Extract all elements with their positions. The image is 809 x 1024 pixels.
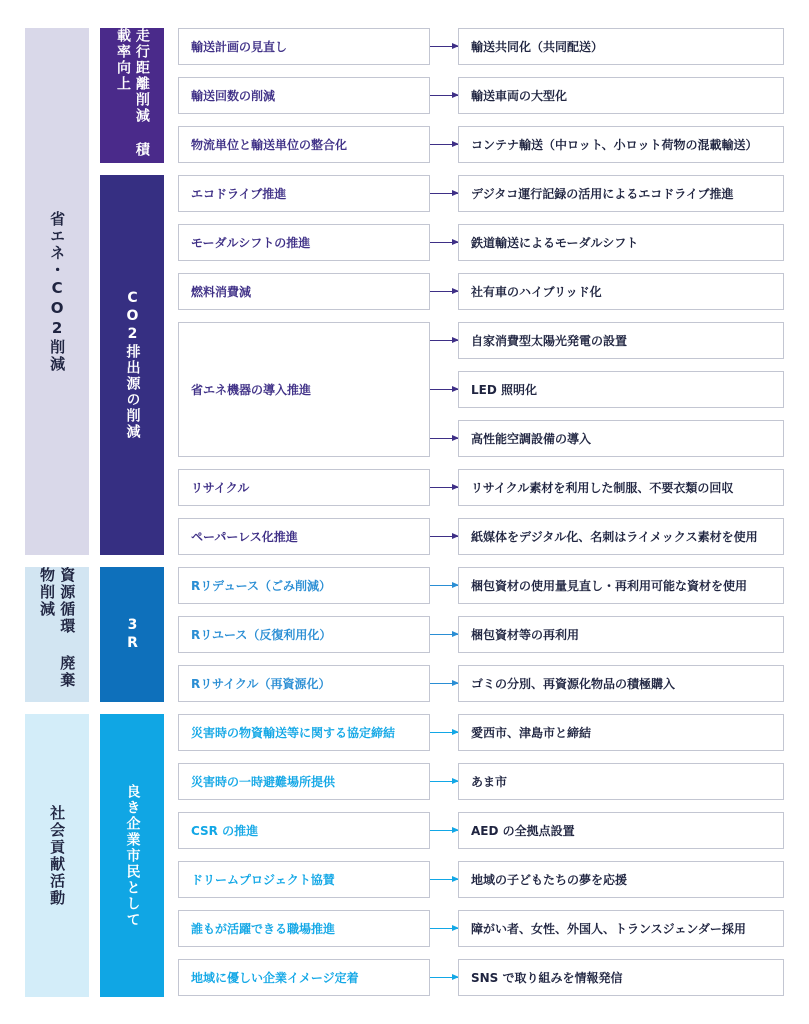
arrow-icon: [430, 928, 458, 929]
arrow-icon: [430, 634, 458, 635]
result-box: リサイクル素材を利用した制服、不要衣類の回収: [458, 469, 784, 506]
action-box: 地域に優しい企業イメージ定着: [178, 959, 430, 996]
action-box: Rリデュース（ごみ削減）: [178, 567, 430, 604]
action-box: ドリームプロジェクト協賛: [178, 861, 430, 898]
result-box: 梱包資材の使用量見直し・再利用可能な資材を使用: [458, 567, 784, 604]
result-box: AED の全拠点設置: [458, 812, 784, 849]
action-box: 輸送回数の削減: [178, 77, 430, 114]
action-box: モーダルシフトの推進: [178, 224, 430, 261]
result-box: 社有車のハイブリッド化: [458, 273, 784, 310]
action-box: Rリユース（反復利用化）: [178, 616, 430, 653]
action-box: ペーパーレス化推進: [178, 518, 430, 555]
subcategory-distance: 走行距離削減 積載率向上: [100, 28, 164, 163]
result-box: デジタコ運行記録の活用によるエコドライブ推進: [458, 175, 784, 212]
arrow-icon: [430, 46, 458, 47]
result-box: SNS で取り組みを情報発信: [458, 959, 784, 996]
result-box: コンテナ輸送（中ロット、小ロット荷物の混載輸送）: [458, 126, 784, 163]
action-box: Rリサイクル（再資源化）: [178, 665, 430, 702]
arrow-icon: [430, 977, 458, 978]
action-box: 誰もが活躍できる職場推進: [178, 910, 430, 947]
action-box: 輸送計画の見直し: [178, 28, 430, 65]
action-box: エコドライブ推進: [178, 175, 430, 212]
result-box: 輸送車両の大型化: [458, 77, 784, 114]
arrow-icon: [430, 242, 458, 243]
action-box: 燃料消費減: [178, 273, 430, 310]
arrow-icon: [430, 340, 458, 341]
arrow-icon: [430, 585, 458, 586]
arrow-icon: [430, 291, 458, 292]
result-box: 障がい者、女性、外国人、トランスジェンダー採用: [458, 910, 784, 947]
result-box: 自家消費型太陽光発電の設置: [458, 322, 784, 359]
action-box: 省エネ機器の導入推進: [178, 322, 430, 457]
result-box: 紙媒体をデジタル化、名刺はライメックス素材を使用: [458, 518, 784, 555]
action-box: 災害時の一時避難場所提供: [178, 763, 430, 800]
arrow-icon: [430, 144, 458, 145]
category-waste: 資源循環 廃棄物削減: [25, 567, 89, 702]
arrow-icon: [430, 879, 458, 880]
action-box: CSR の推進: [178, 812, 430, 849]
action-box: 物流単位と輸送単位の整合化: [178, 126, 430, 163]
arrow-icon: [430, 193, 458, 194]
result-box: 梱包資材等の再利用: [458, 616, 784, 653]
arrow-icon: [430, 487, 458, 488]
subcategory-3r: 3R: [100, 567, 164, 702]
subcategory-citizen: 良き企業市民として: [100, 714, 164, 997]
arrow-icon: [430, 683, 458, 684]
result-box: あま市: [458, 763, 784, 800]
result-box: 高性能空調設備の導入: [458, 420, 784, 457]
result-box: 鉄道輸送によるモーダルシフト: [458, 224, 784, 261]
arrow-icon: [430, 781, 458, 782]
arrow-icon: [430, 536, 458, 537]
action-box: 災害時の物資輸送等に関する協定締結: [178, 714, 430, 751]
arrow-icon: [430, 830, 458, 831]
result-box: LED 照明化: [458, 371, 784, 408]
arrow-icon: [430, 438, 458, 439]
result-box: 輸送共同化（共同配送）: [458, 28, 784, 65]
arrow-icon: [430, 732, 458, 733]
arrow-icon: [430, 389, 458, 390]
category-social: 社会貢献活動: [25, 714, 89, 997]
result-box: ゴミの分別、再資源化物品の積極購入: [458, 665, 784, 702]
result-box: 愛西市、津島市と締結: [458, 714, 784, 751]
action-box: リサイクル: [178, 469, 430, 506]
subcategory-co2: CO2排出源の削減: [100, 175, 164, 555]
arrow-icon: [430, 95, 458, 96]
result-box: 地域の子どもたちの夢を応援: [458, 861, 784, 898]
category-energy-co2: 省エネ・CO2削減: [25, 28, 89, 555]
